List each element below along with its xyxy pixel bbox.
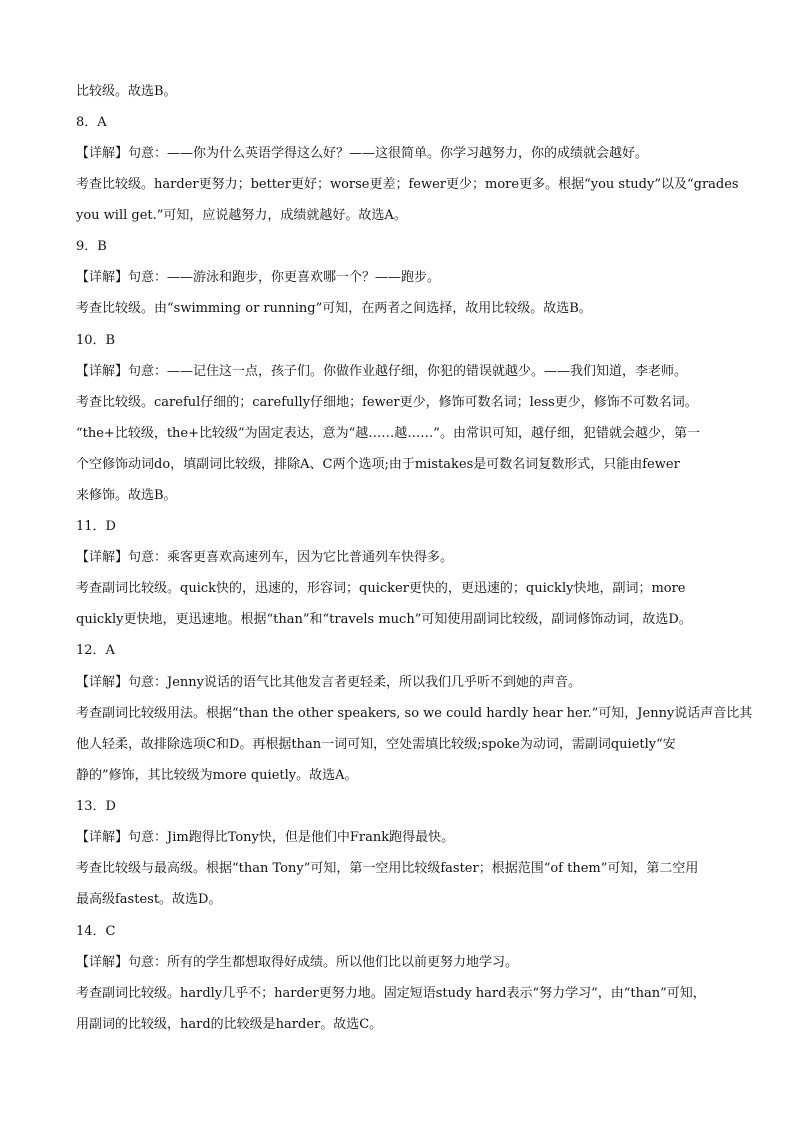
text-line: 考查比较级与最高级。根据“than Tony”可知，第一空用比较级faster；根据范围“of them”可知，第二空用: [76, 861, 699, 876]
explanation-line: 【详解】句意：——游泳和跑步，你更喜欢哪一个？——跑步。: [76, 270, 441, 285]
explanation-line: 【详解】句意：所有的学生都想取得好成绩。所以他们比以前更努力地学习。: [76, 955, 519, 970]
question-number: 11．D: [76, 519, 116, 534]
question-number: 12．A: [76, 643, 115, 658]
text-line: 最高级fastest。故选D。: [76, 892, 222, 907]
explanation-line: 【详解】句意：乘客更喜欢高速列车，因为它比普通列车快得多。: [76, 550, 454, 565]
text-line: 考查副词比较级用法。根据“than the other speakers, so we could hardly hear her.”可知，Jenny说话声音比其: [76, 706, 753, 721]
text-line: “the+比较级，the+比较级”为固定表达，意为“越……越……”。由常识可知，越仔细，犯错就会越少，第一: [76, 426, 700, 441]
text-line: 静的”修饰，其比较级为more quietly。故选A。: [76, 768, 358, 783]
question-number: 10．B: [76, 333, 116, 348]
question-number: 14．C: [76, 924, 116, 939]
text-line: 来修饰。故选B。: [76, 488, 177, 503]
text-line: 考查比较级。careful仔细的；carefully仔细地；fewer更少，修饰可数名词；less更少，修饰不可数名词。: [76, 395, 698, 410]
explanation-line: 【详解】句意：Jenny说话的语气比其他发言者更轻柔，所以我们几乎听不到她的声音。: [76, 675, 581, 690]
text-line: 考查副词比较级。quick快的，迅速的，形容词；quicker更快的，更迅速的；quickly快地，副词；more: [76, 581, 686, 596]
explanation-line: 【详解】句意：——你为什么英语学得这么好？——这很简单。你学习越努力，你的成绩就会越好。: [76, 146, 649, 161]
question-number: 9．B: [76, 239, 107, 254]
text-line: 考查比较级。harder更努力；better更好；worse更差；fewer更少；more更多。根据“you study”以及“grades: [76, 177, 739, 192]
explanation-line: 【详解】句意：Jim跑得比Tony快，但是他们中Frank跑得最快。: [76, 830, 455, 845]
text-line: 考查副词比较级。hardly几乎不；harder更努力地。固定短语study hard表示“努力学习”，由“than”可知，: [76, 986, 706, 1001]
text-line: 考查比较级。由“swimming or running”可知，在两者之间选择，故用比较级。故选B。: [76, 301, 592, 316]
text-line: quickly更快地，更迅速地。根据“than”和“travels much”可知使用副词比较级，副词修饰动词，故选D。: [76, 612, 692, 627]
text-line: 比较级。故选B。: [76, 84, 177, 99]
text-line: 个空修饰动词do，填副词比较级，排除A、C两个选项;由于mistakes是可数名词复数形式，只能由fewer: [76, 457, 680, 472]
question-number: 8．A: [76, 115, 107, 130]
question-number: 13．D: [76, 799, 116, 814]
text-line: you will get.”可知，应说越努力，成绩就越好。故选A。: [76, 208, 407, 223]
explanation-line: 【详解】句意：——记住这一点，孩子们。你做作业越仔细，你犯的错误就越少。——我们知道，李老师。: [76, 364, 688, 379]
text-line: 用副词的比较级，hard的比较级是harder。故选C。: [76, 1017, 383, 1032]
text-line: 他人轻柔，故排除选项C和D。再根据than一词可知，空处需填比较级;spoke为动词，需副词quietly“安: [76, 737, 676, 752]
